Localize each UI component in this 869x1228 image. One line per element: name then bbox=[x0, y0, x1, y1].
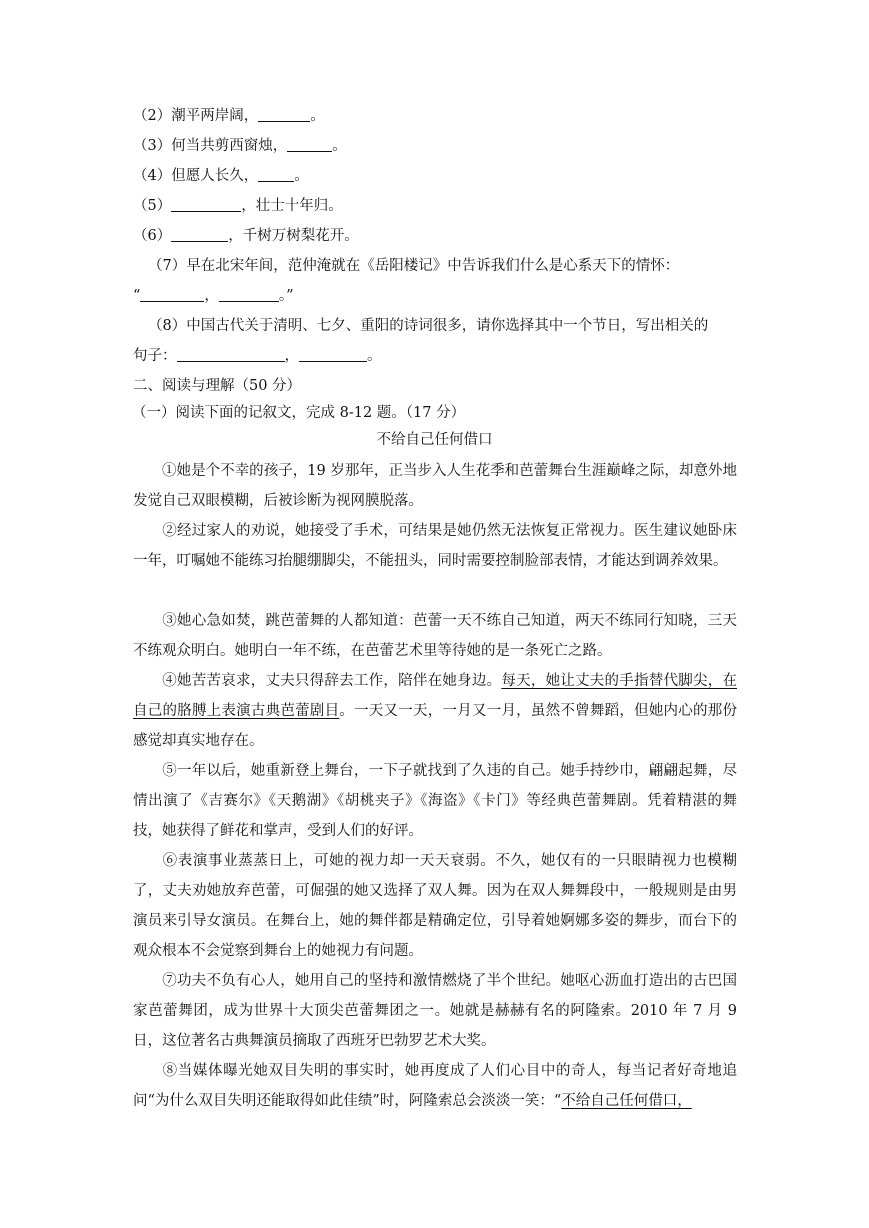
section-heading: 二、阅读与理解（50 分） bbox=[133, 378, 302, 394]
paragraph-text: ④她苦苦哀求，丈夫只得辞去工作，陪伴在她身边。 bbox=[162, 673, 502, 689]
question-text: ，千树万树梨花开。 bbox=[228, 228, 359, 244]
answer-blank[interactable] bbox=[177, 346, 285, 362]
question-text: （8）中国古代关于清明、七夕、重阳的诗词很多，请你选择其中一个节日，写出相关的 bbox=[148, 318, 709, 334]
question-text: ，壮士十年归。 bbox=[241, 198, 343, 214]
answer-blank[interactable] bbox=[171, 226, 228, 242]
question-5 bbox=[133, 196, 343, 216]
paragraph-7 bbox=[133, 966, 737, 1056]
paragraph-text: 。一天又一天，一月又一月，虽然不曾舞蹈，但她内心的那份感觉却真实地存在。 bbox=[133, 703, 738, 749]
underlined-sentence: 不给自己任何借口， bbox=[561, 1093, 692, 1109]
paragraph-text: ②经过家人的劝说，她接受了手术，可结果是她仍然无法恢复正常视力。医生建议她卧床一年，叮嘱她不能练习抬腿绷脚尖，不能扭头，同时需要控制脸部表情，才能达到调养效果。 bbox=[133, 523, 737, 569]
paragraph-text: ⑤一年以后，她重新登上舞台，一下子就找到了久违的自己。她手持纱巾，翩翩起舞，尽情出演了《吉赛尔》《天鹅湖》《胡桃夹子》《海盗》《卡门》等经典芭蕾舞剧。凭着精湛的舞技，她获得了鲜花和掌声，受到人们的好评。 bbox=[133, 763, 737, 839]
answer-blank[interactable] bbox=[258, 106, 310, 122]
question-text: 。 bbox=[294, 168, 309, 184]
question-4 bbox=[133, 166, 309, 186]
question-text: （4）但愿人长久， bbox=[133, 168, 259, 184]
paragraph-3 bbox=[133, 606, 737, 666]
paragraph-1 bbox=[133, 456, 737, 516]
article-title: 不给自己任何借口 bbox=[376, 432, 493, 448]
question-8 bbox=[148, 316, 708, 336]
separator: ， bbox=[204, 288, 219, 304]
answer-blank[interactable] bbox=[171, 196, 241, 212]
question-text: 句子： bbox=[133, 348, 177, 364]
question-text: （3）何当共剪西窗烛， bbox=[133, 138, 288, 154]
question-text: （6） bbox=[133, 228, 172, 244]
answer-blank[interactable] bbox=[299, 346, 367, 362]
answer-blank[interactable] bbox=[258, 166, 294, 182]
sub-heading: （一）阅读下面的记叙文，完成 8-12 题。（17 分） bbox=[132, 405, 466, 421]
paragraph-5 bbox=[133, 756, 737, 846]
paragraph-6 bbox=[133, 846, 737, 966]
question-8-answer-line bbox=[133, 346, 382, 366]
question-2 bbox=[133, 106, 325, 126]
paragraph-8 bbox=[133, 1056, 737, 1116]
question-7-answer-line bbox=[133, 286, 294, 306]
answer-blank[interactable] bbox=[287, 136, 332, 152]
paragraph-text: ③她心急如焚，跳芭蕾舞的人都知道：芭蕾一天不练自己知道，两天不练同行知晓，三天不练观众明白。她明白一年不练，在芭蕾艺术里等待她的是一条死亡之路。 bbox=[133, 613, 737, 659]
separator: ， bbox=[284, 348, 299, 364]
quote-mark: 。” bbox=[278, 288, 294, 304]
question-6 bbox=[133, 226, 359, 246]
underlined-sentence: 每天，她让丈夫的手指替代脚尖，在自己的胳膊上表演古典芭蕾剧目 bbox=[133, 673, 737, 719]
paragraph-text: ⑥表演事业蒸蒸日上，可她的视力却一天天衰弱。不久，她仅有的一只眼睛视力也模糊了，丈夫劝她放弃芭蕾，可倔强的她又选择了双人舞。因为在双人舞舞段中，一般规则是由男演员来引导女演员。在舞台上，她的舞伴都是精确定位，引导着她婀娜多姿的舞步，而台下的观众根本不会觉察到舞台上的她视力有问题。 bbox=[133, 853, 737, 959]
quote-mark: “ bbox=[133, 288, 141, 304]
question-text: （2）潮平两岸阔， bbox=[133, 108, 259, 124]
paragraph-text: ⑦功夫不负有心人，她用自己的坚持和激情燃烧了半个世纪。她呕心沥血打造出的古巴国家芭蕾舞团，成为世界十大顶尖芭蕾舞团之一。她就是赫赫有名的阿隆索。2010 年 7 月 9 日，这位著名古典舞演员摘取了西班牙巴勃罗艺术大奖。 bbox=[133, 973, 737, 1049]
paragraph-4 bbox=[133, 666, 737, 756]
paragraph-text: ⑧当媒体曝光她双目失明的事实时，她再度成了人们心目中的奇人，每当记者好奇地追问“为什么双目失明还能取得如此佳绩”时，阿隆索总会淡淡一笑：“ bbox=[133, 1063, 737, 1109]
answer-blank[interactable] bbox=[140, 286, 204, 302]
question-text: 。 bbox=[332, 138, 347, 154]
paragraph-2 bbox=[133, 516, 737, 576]
question-7 bbox=[148, 256, 679, 276]
paragraph-text: ①她是个不幸的孩子，19 岁那年，正当步入人生花季和芭蕾舞台生涯巅峰之际，却意外地发觉自己双眼模糊，后被诊断为视网膜脱落。 bbox=[133, 463, 737, 509]
question-text: （7）早在北宋年间，范仲淹就在《岳阳楼记》中告诉我们什么是心系天下的情怀： bbox=[148, 258, 680, 274]
question-text: （5） bbox=[133, 198, 172, 214]
answer-blank[interactable] bbox=[219, 286, 279, 302]
question-3 bbox=[133, 136, 347, 156]
question-text: 。 bbox=[310, 108, 325, 124]
separator: 。 bbox=[367, 348, 382, 364]
